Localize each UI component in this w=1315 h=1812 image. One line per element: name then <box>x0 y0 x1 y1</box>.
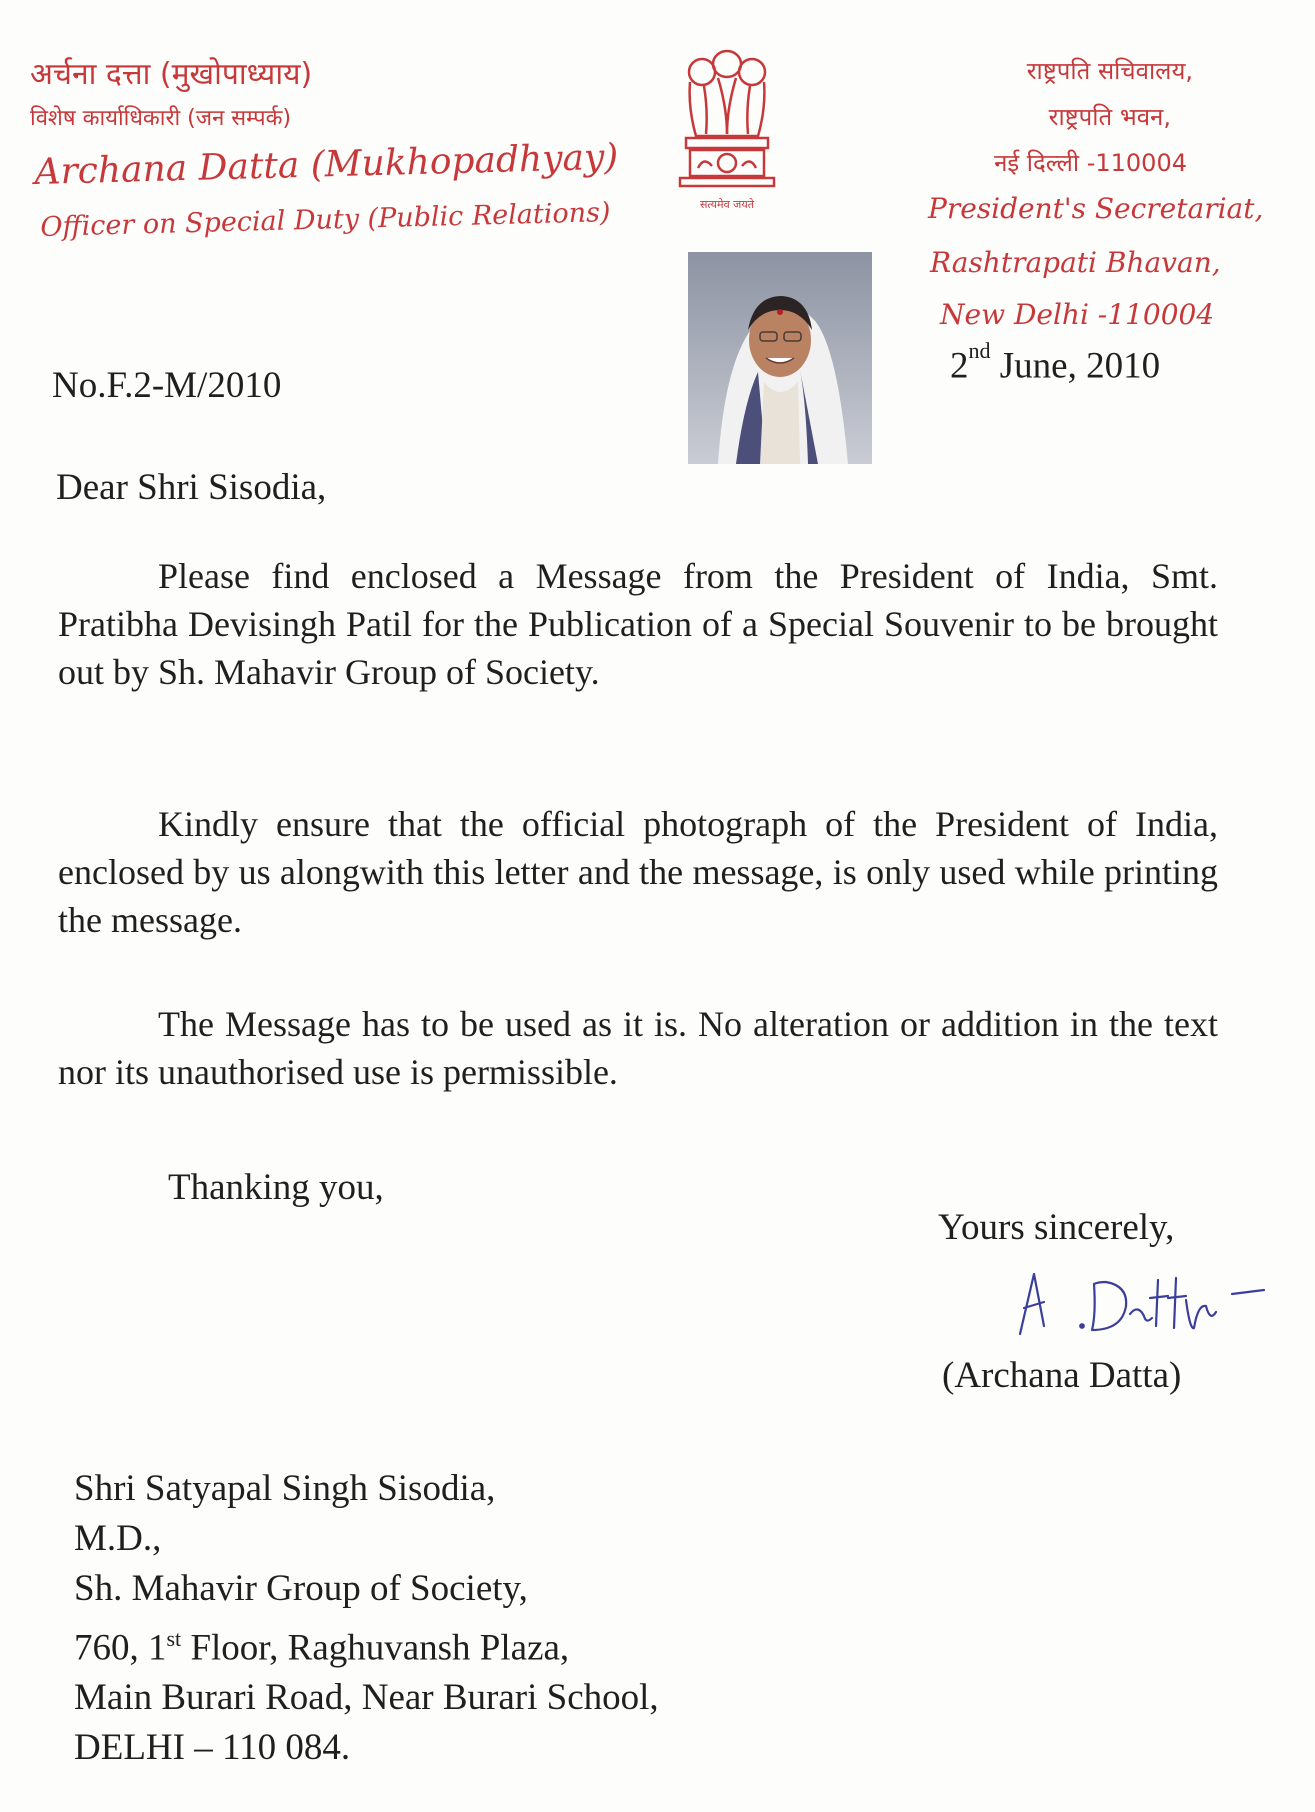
address-line-4 <box>74 1614 659 1673</box>
thanks-line: Thanking you, <box>168 1167 384 1208</box>
reference-number: No.F.2-M/2010 <box>52 365 282 406</box>
office-english-line-2: Rashtrapati Bhavan, <box>930 246 1221 279</box>
paragraph-2 <box>58 800 1218 944</box>
paragraph-1-text: Please find enclosed a Message from the President of India, Smt. Pratibha Devisingh Patil for the Publication of a Special Souvenir to be brought out by Sh. Mahavir Group of Society. <box>58 556 1218 692</box>
letter-date <box>950 338 1161 387</box>
address-line-3: Sh. Mahavir Group of Society, <box>74 1568 528 1609</box>
closing-line: Yours sincerely, <box>938 1207 1175 1248</box>
emblem-motto: सत्यमेव जयते <box>699 198 755 211</box>
officer-title-english: Officer on Special Duty (Public Relations) <box>40 197 611 243</box>
address-line-6: DELHI – 110 084. <box>74 1727 351 1769</box>
paragraph-3 <box>58 1000 1218 1096</box>
address-line-2: M.D., <box>74 1518 162 1559</box>
address-line-5: Main Burari Road, Near Burari School, <box>74 1677 659 1719</box>
paragraph-2-text: Kindly ensure that the official photograph of the President of India, enclosed by us alongwith this letter and the message, is only used while printing the message. <box>58 804 1218 940</box>
address-line-4-pre: 760, 1 <box>74 1627 167 1669</box>
handwritten-signature <box>1010 1264 1270 1344</box>
paragraph-1 <box>58 552 1218 696</box>
signatory-name: (Archana Datta) <box>942 1355 1182 1396</box>
office-english-line-1: President's Secretariat, <box>928 192 1264 225</box>
office-hindi-line-2: राष्ट्रपति भवन, <box>1048 103 1171 131</box>
recipient-address <box>74 1464 659 1773</box>
date-day: 2 <box>950 345 969 387</box>
office-english-line-3: New Delhi -110004 <box>940 298 1215 331</box>
officer-title-hindi: विशेष कार्याधिकारी (जन सम्पर्क) <box>30 106 292 131</box>
salutation: Dear Shri Sisodia, <box>56 467 327 508</box>
date-rest: June, 2010 <box>990 345 1161 387</box>
paragraph-3-text: The Message has to be used as it is. No alteration or addition in the text nor its unauthorised use is permissible. <box>58 1004 1218 1092</box>
president-photo <box>688 252 872 464</box>
officer-name-hindi: अर्चना दत्ता (मुखोपाध्याय) <box>30 57 313 92</box>
officer-name-english: Archana Datta (Mukhopadhyay) <box>34 136 619 193</box>
address-line-4-post: Floor, Raghuvansh Plaza, <box>181 1627 570 1669</box>
address-line-1: Shri Satyapal Singh Sisodia, <box>74 1468 496 1509</box>
date-suffix: nd <box>968 338 991 363</box>
address-line-4-sup: st <box>166 1626 182 1651</box>
office-hindi-line-3: नई दिल्ली -110004 <box>994 149 1187 177</box>
national-emblem-icon <box>668 38 786 218</box>
office-hindi-line-1: राष्ट्रपति सचिवालय, <box>1026 57 1193 85</box>
